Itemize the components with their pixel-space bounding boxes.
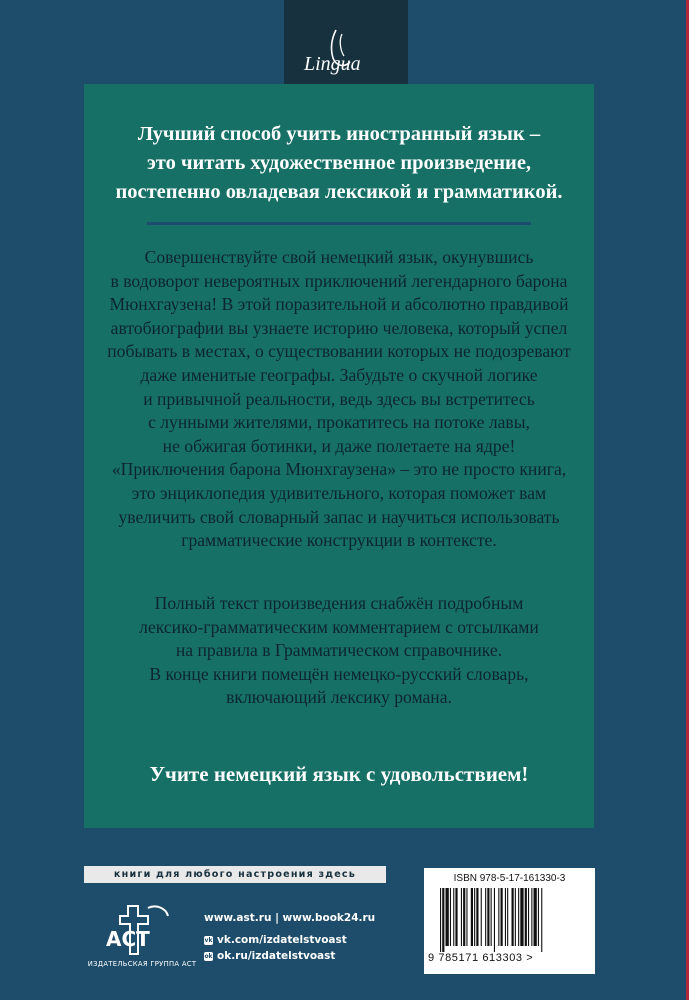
commentary-line: Полный текст произведения снабжён подробным bbox=[154, 593, 524, 613]
vk-link-text: vk.com/izdatelstvoast bbox=[217, 934, 347, 946]
barcode-bar bbox=[491, 888, 492, 946]
barcode-bar bbox=[507, 888, 508, 946]
vk-link[interactable] bbox=[204, 932, 404, 948]
barcode-box bbox=[424, 868, 595, 974]
publisher-name: ИЗДАТЕЛЬСКАЯ ГРУППА АСТ bbox=[87, 960, 197, 968]
barcode-bar bbox=[442, 888, 444, 952]
closing-slogan: Учите немецкий язык с удовольствием! bbox=[149, 762, 529, 786]
barcode-bar bbox=[487, 888, 489, 946]
contacts bbox=[204, 910, 404, 964]
barcode-bar bbox=[534, 888, 537, 946]
headline-line: это читать художественное произведение, bbox=[146, 152, 532, 174]
tagline-banner: книги для любого настроения здесь bbox=[84, 866, 386, 883]
barcode-bar bbox=[515, 888, 516, 946]
barcode-bar bbox=[525, 888, 527, 946]
description-line: увеличить свой словарный запас и научиться использовать bbox=[118, 506, 560, 527]
description-line: «Приключения барона Мюнхгаузена» – это не просто книга, bbox=[111, 459, 567, 480]
description-line: и привычной реальности, ведь здесь вы встретитесь bbox=[143, 388, 535, 409]
barcode-bar bbox=[471, 888, 473, 946]
lingua-logo-mark bbox=[284, 0, 408, 95]
ok-icon: ok bbox=[204, 952, 213, 960]
barcode-bar bbox=[440, 888, 441, 952]
barcode-bar bbox=[466, 888, 467, 946]
barcode-bar bbox=[494, 888, 495, 952]
description-line: это энциклопедия удивительного, которая поможет вам bbox=[131, 482, 547, 503]
description-line: не обжигая ботинки, и даже полетаете на ядре! bbox=[162, 435, 516, 456]
barcode-bar bbox=[474, 888, 475, 946]
description-line: грамматические конструкции в контексте. bbox=[181, 530, 497, 551]
website-links[interactable]: www.ast.ru | www.book24.ru bbox=[204, 912, 376, 924]
description-line: автобиографии вы узнаете историю человека, который успел bbox=[110, 317, 568, 338]
barcode-bar bbox=[538, 888, 539, 946]
ast-logo-text: ACT bbox=[106, 927, 150, 951]
barcode-bar bbox=[541, 888, 542, 952]
lingua-logo bbox=[284, 0, 408, 95]
barcode-bar bbox=[481, 888, 482, 946]
barcode-bar bbox=[520, 888, 523, 946]
barcode-bar bbox=[450, 888, 451, 946]
description-line: побывать в местах, о существовании которых не подозревают bbox=[107, 341, 571, 362]
barcode-bar bbox=[476, 888, 478, 946]
ok-link-text: ok.ru/izdatelstvoast bbox=[217, 950, 336, 962]
barcode-digits: 9 785171 613303 > bbox=[428, 952, 534, 964]
barcode-bar bbox=[501, 888, 503, 946]
barcode-bar bbox=[531, 888, 532, 946]
ast-logo-icon bbox=[84, 898, 200, 958]
barcode-bar bbox=[453, 888, 454, 946]
isbn-text: ISBN 978-5-17-161330-3 bbox=[453, 873, 566, 884]
commentary-paragraph bbox=[84, 592, 594, 710]
divider bbox=[147, 222, 531, 225]
description-line: с лунными жителями, прокатитесь на потоке лавы, bbox=[148, 412, 530, 433]
barcode-bar bbox=[455, 888, 457, 946]
description-line: даже именитые географы. Забудьте о скучной логике bbox=[140, 364, 538, 385]
description-paragraph bbox=[84, 246, 594, 553]
publisher-logo bbox=[84, 898, 200, 972]
barcode-bar bbox=[528, 888, 529, 946]
lingua-logo-text: Lingua bbox=[304, 53, 361, 75]
commentary-line: на правила в Грамматическом справочнике. bbox=[175, 640, 503, 661]
commentary-line: лексико-грамматическим комментарием с отсылками bbox=[139, 616, 539, 637]
barcode-bar bbox=[461, 888, 462, 946]
barcode-bar bbox=[512, 888, 514, 946]
vk-icon: vk bbox=[204, 936, 213, 944]
barcode-bar bbox=[485, 888, 486, 946]
headline-line: Лучший способ учить иностранный язык – bbox=[137, 123, 541, 145]
commentary-line: В конце книги помещён немецко-русский словарь, bbox=[149, 663, 529, 684]
commentary-line: включающий лексику романа. bbox=[226, 687, 452, 708]
barcode-bar bbox=[518, 888, 519, 946]
barcode-bar bbox=[498, 888, 499, 946]
description-panel bbox=[84, 84, 594, 828]
description-line: в водоворот невероятных приключений легендарного барона bbox=[110, 270, 568, 291]
ok-link[interactable] bbox=[204, 948, 404, 964]
headline-line: постепенно овладевая лексикой и грамматикой. bbox=[115, 181, 563, 203]
barcode-bar bbox=[463, 888, 465, 946]
barcode-bar bbox=[446, 888, 449, 946]
description-line: Мюнхгаузена! В этой поразительной и абсолютно правдивой bbox=[109, 294, 569, 315]
barcode-bar bbox=[505, 888, 506, 946]
barcode-icon bbox=[438, 888, 581, 952]
description-line: Совершенствуйте свой немецкий язык, окунувшись bbox=[144, 247, 534, 267]
headline bbox=[84, 120, 594, 207]
